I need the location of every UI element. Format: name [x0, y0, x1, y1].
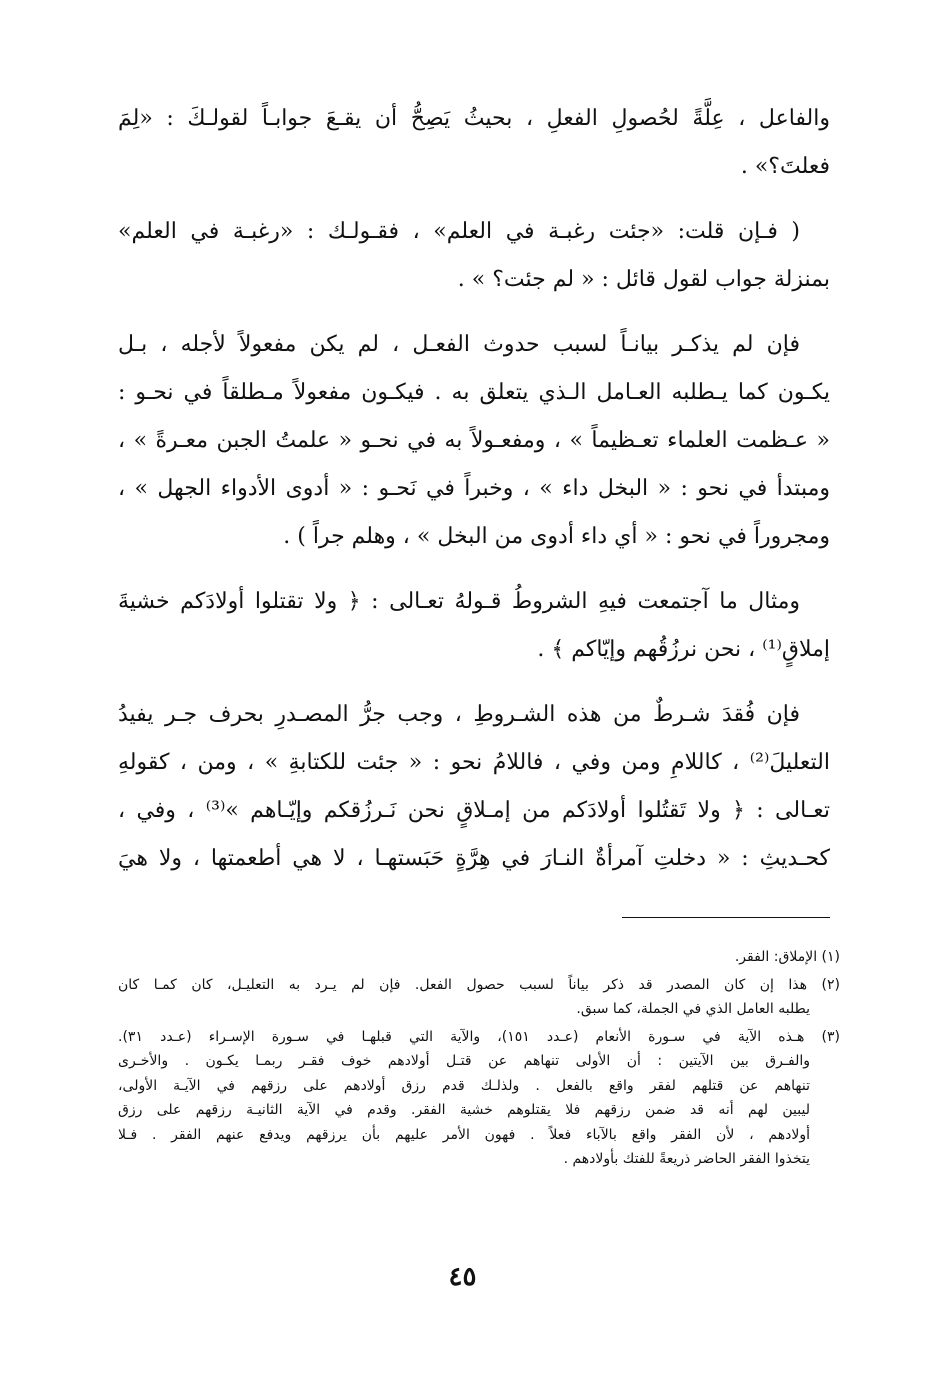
footnote-1	[118, 945, 840, 970]
text-line: ومبتدأ في نحو : « البخل داء » ، وخبراً في نَحـو : « أدوى الأدواء الجهل » ،	[118, 476, 830, 501]
text-line: ومجروراً في نحو : « أي داء أدوى من البخل » ، وهلم جراً ) .	[283, 524, 830, 549]
paragraph-4	[118, 578, 830, 674]
footnote-2	[118, 973, 840, 1022]
text-line: تعـالى : ﴿ ولا تَقتُلوا أولادَكم من إمـلاقٍ نحن نَـرزُقكم وإيّـاهم »⁽³⁾ ، وفي ،	[118, 798, 830, 823]
text-line: التعليلَ⁽²⁾ ، كاللامِ ومن وفي ، فاللامُ نحو : « جئت للكتابةِ » ، ومن ، كقولهِ	[118, 750, 830, 775]
footnote-line: والفـرق بين الآيتين : أن الأولى تنهاهم عن قتـل أولادهم خوف فقـر ربمـا يكـون . والأخـرى	[118, 1053, 810, 1069]
footnote-line: (٢) هذا إن كان المصدر قد ذكر بياناً لسبب حصول الفعل. فإن لم يـرد به التعليـل، كان كمـا كان	[118, 976, 840, 993]
text-line: كحـديثِ : « دخلتِ آمرأةٌ النـارَ في هِرَّةٍ حَبَستهـا ، لا هي أطعمتها ، ولا هيَ	[118, 846, 830, 871]
text-line: ( فـإن قلت: «جئت رغبـة في العلم» ، فقـولـك : «رغبـة في العلم»	[118, 219, 800, 244]
text-line: فإن لم يذكـر بيانـاً لسبب حدوث الفعـل ، لم يكن مفعولاً لأجله ، بـل	[118, 332, 800, 357]
text-line: « عـظمت العلماء تعـظيماً » ، ومفعـولاً به في نحـو « علمتُ الجبن معـرةً » ،	[118, 428, 830, 453]
paragraph-1	[118, 95, 830, 191]
footnote-divider	[622, 917, 830, 918]
page-number: ٤٥	[448, 1262, 477, 1292]
footnote-line: ليبين لهم أنه قد ضمن رزقهم فلا يقتلوهم خشية الفقر. وقدم في الآية الثانيـة رزقهم على رزق	[118, 1102, 810, 1118]
text-line: والفاعل ، عِلَّةً لحُصولِ الفعلِ ، بحيثُ يَصِحُّ أن يقـعَ جوابـاً لقولـكَ : «لِمَ	[118, 106, 830, 131]
text-line: ومثال ما آجتمعت فيهِ الشروطُ قـولهُ تعـالى : ﴿ ولا تقتلوا أولادَكم خشيةَ	[118, 589, 800, 614]
text-line: إملاقٍ⁽¹⁾ ، نحن نرزُقُهم وإيّاكم ﴾ .	[537, 637, 830, 662]
footnotes	[118, 945, 840, 1175]
footnote-line: (١) الإملاق: الفقر.	[734, 949, 840, 965]
text-line: يكـون كما يـطلبه العـامل الـذي يتعلق به . فيكـون مفعولاً مـطلقاً في نحـو :	[118, 380, 830, 405]
text-line: بمنزلة جواب لقول قائل : « لم جئت؟ » .	[457, 267, 830, 292]
footnote-line: أولادهم ، لأن الفقر واقع بالآباء فعلاً . فهون الأمر عليهم بأن يرزقهم ويدفع عنهم الفقر . فـلا	[118, 1126, 810, 1143]
text-line: فعلتَ؟» .	[740, 154, 830, 179]
paragraph-3	[118, 321, 830, 561]
footnote-line: يتخذوا الفقر الحاضر ذريعةً للفتك بأولادهم .	[563, 1151, 810, 1167]
text-line: فإن فُقدَ شـرطٌ من هذه الشـروطِ ، وجب جرُّ المصـدرِ بحرف جـر يفيدُ	[118, 702, 800, 727]
main-text	[118, 95, 830, 900]
footnote-line: يطلبه العامل الذي في الجملة، كما سبق.	[576, 1001, 810, 1017]
paragraph-2	[118, 208, 830, 304]
footnote-line: (٣) هـذه الآية في سـورة الأنعام (عـدد ١٥١)، والآية التي قبلهـا في سـورة الإسـراء (عـدد ٣١).	[118, 1028, 840, 1045]
paragraph-5	[118, 691, 830, 883]
footnote-line: تنهاهم عن قتلهم لفقر واقع بالفعل . ولذلـك قدم رزق أولادهم على رزقهم في الآيـة الأولى،	[118, 1077, 810, 1094]
footnote-3	[118, 1025, 840, 1172]
